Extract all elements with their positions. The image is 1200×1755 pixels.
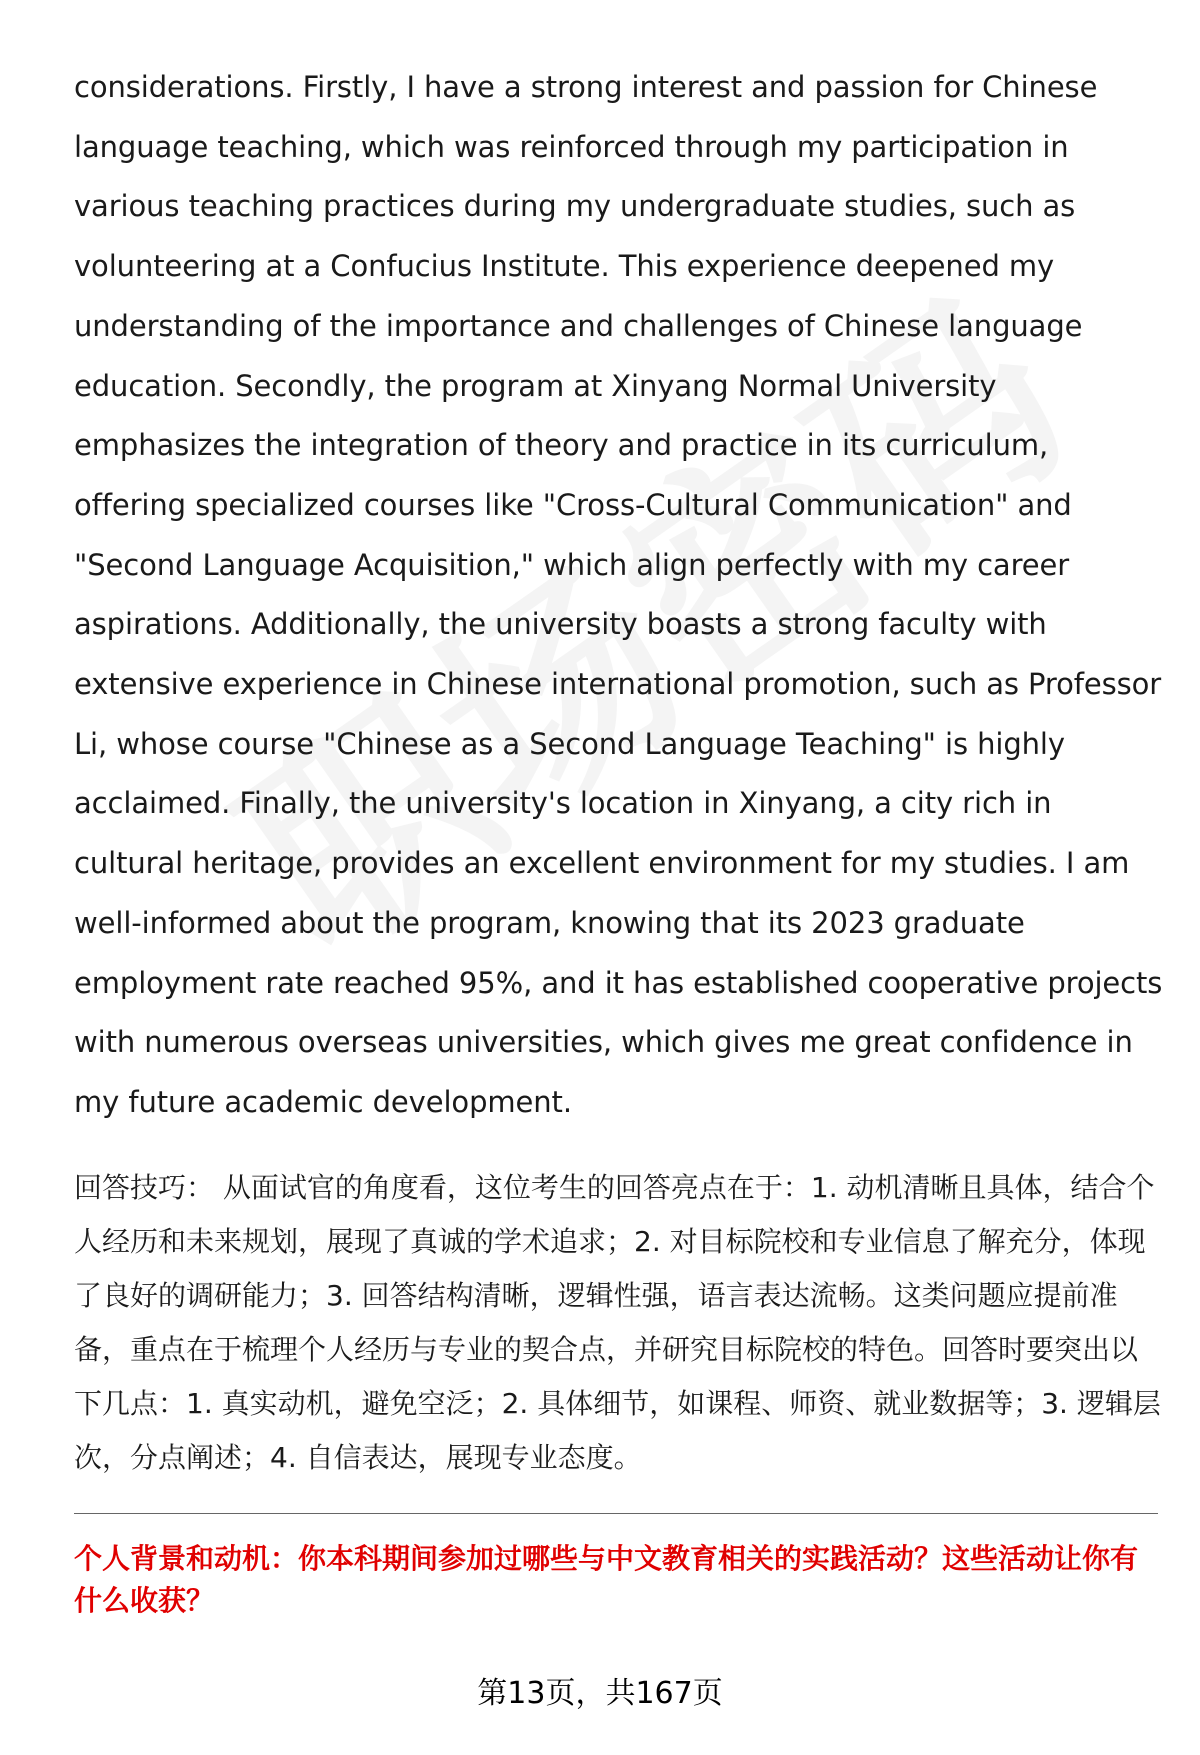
- page-number: 第13页，共167页: [477, 1676, 723, 1711]
- answer-tips-paragraph: 回答技巧： 从面试官的角度看，这位考生的回答亮点在于：1. 动机清晰且具体，结合个人经历和未来规划，展现了真诚的学术追求；2. 对目标院校和专业信息了解充分，体现了良好的调研能力；3. 回答结构清晰，逻辑性强，语言表达流畅。这类问题应提前准备，重点在于梳理个人经历与专业的契合点，并研究目标院校的特色。回答时要突出以下几点：1. 真实动机，避免空泛；2. 具体细节，如课程、师资、就业数据等；3. 逻辑层次，分点阐述；4. 自信表达，展现专业态度。: [74, 1170, 1161, 1474]
- document-body: [74, 58, 1164, 1485]
- next-question-heading: 个人背景和动机：你本科期间参加过哪些与中文教育相关的实践活动？这些活动让你有什么收获？: [74, 1542, 1139, 1617]
- section-divider: [74, 1513, 1158, 1514]
- answer-paragraph: considerations. Firstly, I have a strong interest and passion for Chinese language teaching, which was reinforced through my participation in various teaching practices during my undergraduate studies, such as volunteering at a Confucius Institute. This experience deepened my understanding of the importance and challenges of Chinese language education. Secondly, the program at Xinyang Normal University emphasizes the integration of theory and practice in its curriculum, offering specialized courses like "Cross-Cultural Communication" and "Second Language Acquisition," which align perfectly with my career aspirations. Additionally, the university boasts a strong faculty with extensive experience in Chinese international promotion, such as Professor Li, whose course "Chinese as a Second Language Teaching" is highly acclaimed. Finally, the university's location in Xinyang, a city rich in cultural heritage, provides an excellent environment for my studies. I am well-informed about the program, knowing that its 2023 graduate employment rate reached 95%, and it has established cooperative projects with numerous overseas universities, which gives me great confidence in my future academic development.: [74, 70, 1163, 1119]
